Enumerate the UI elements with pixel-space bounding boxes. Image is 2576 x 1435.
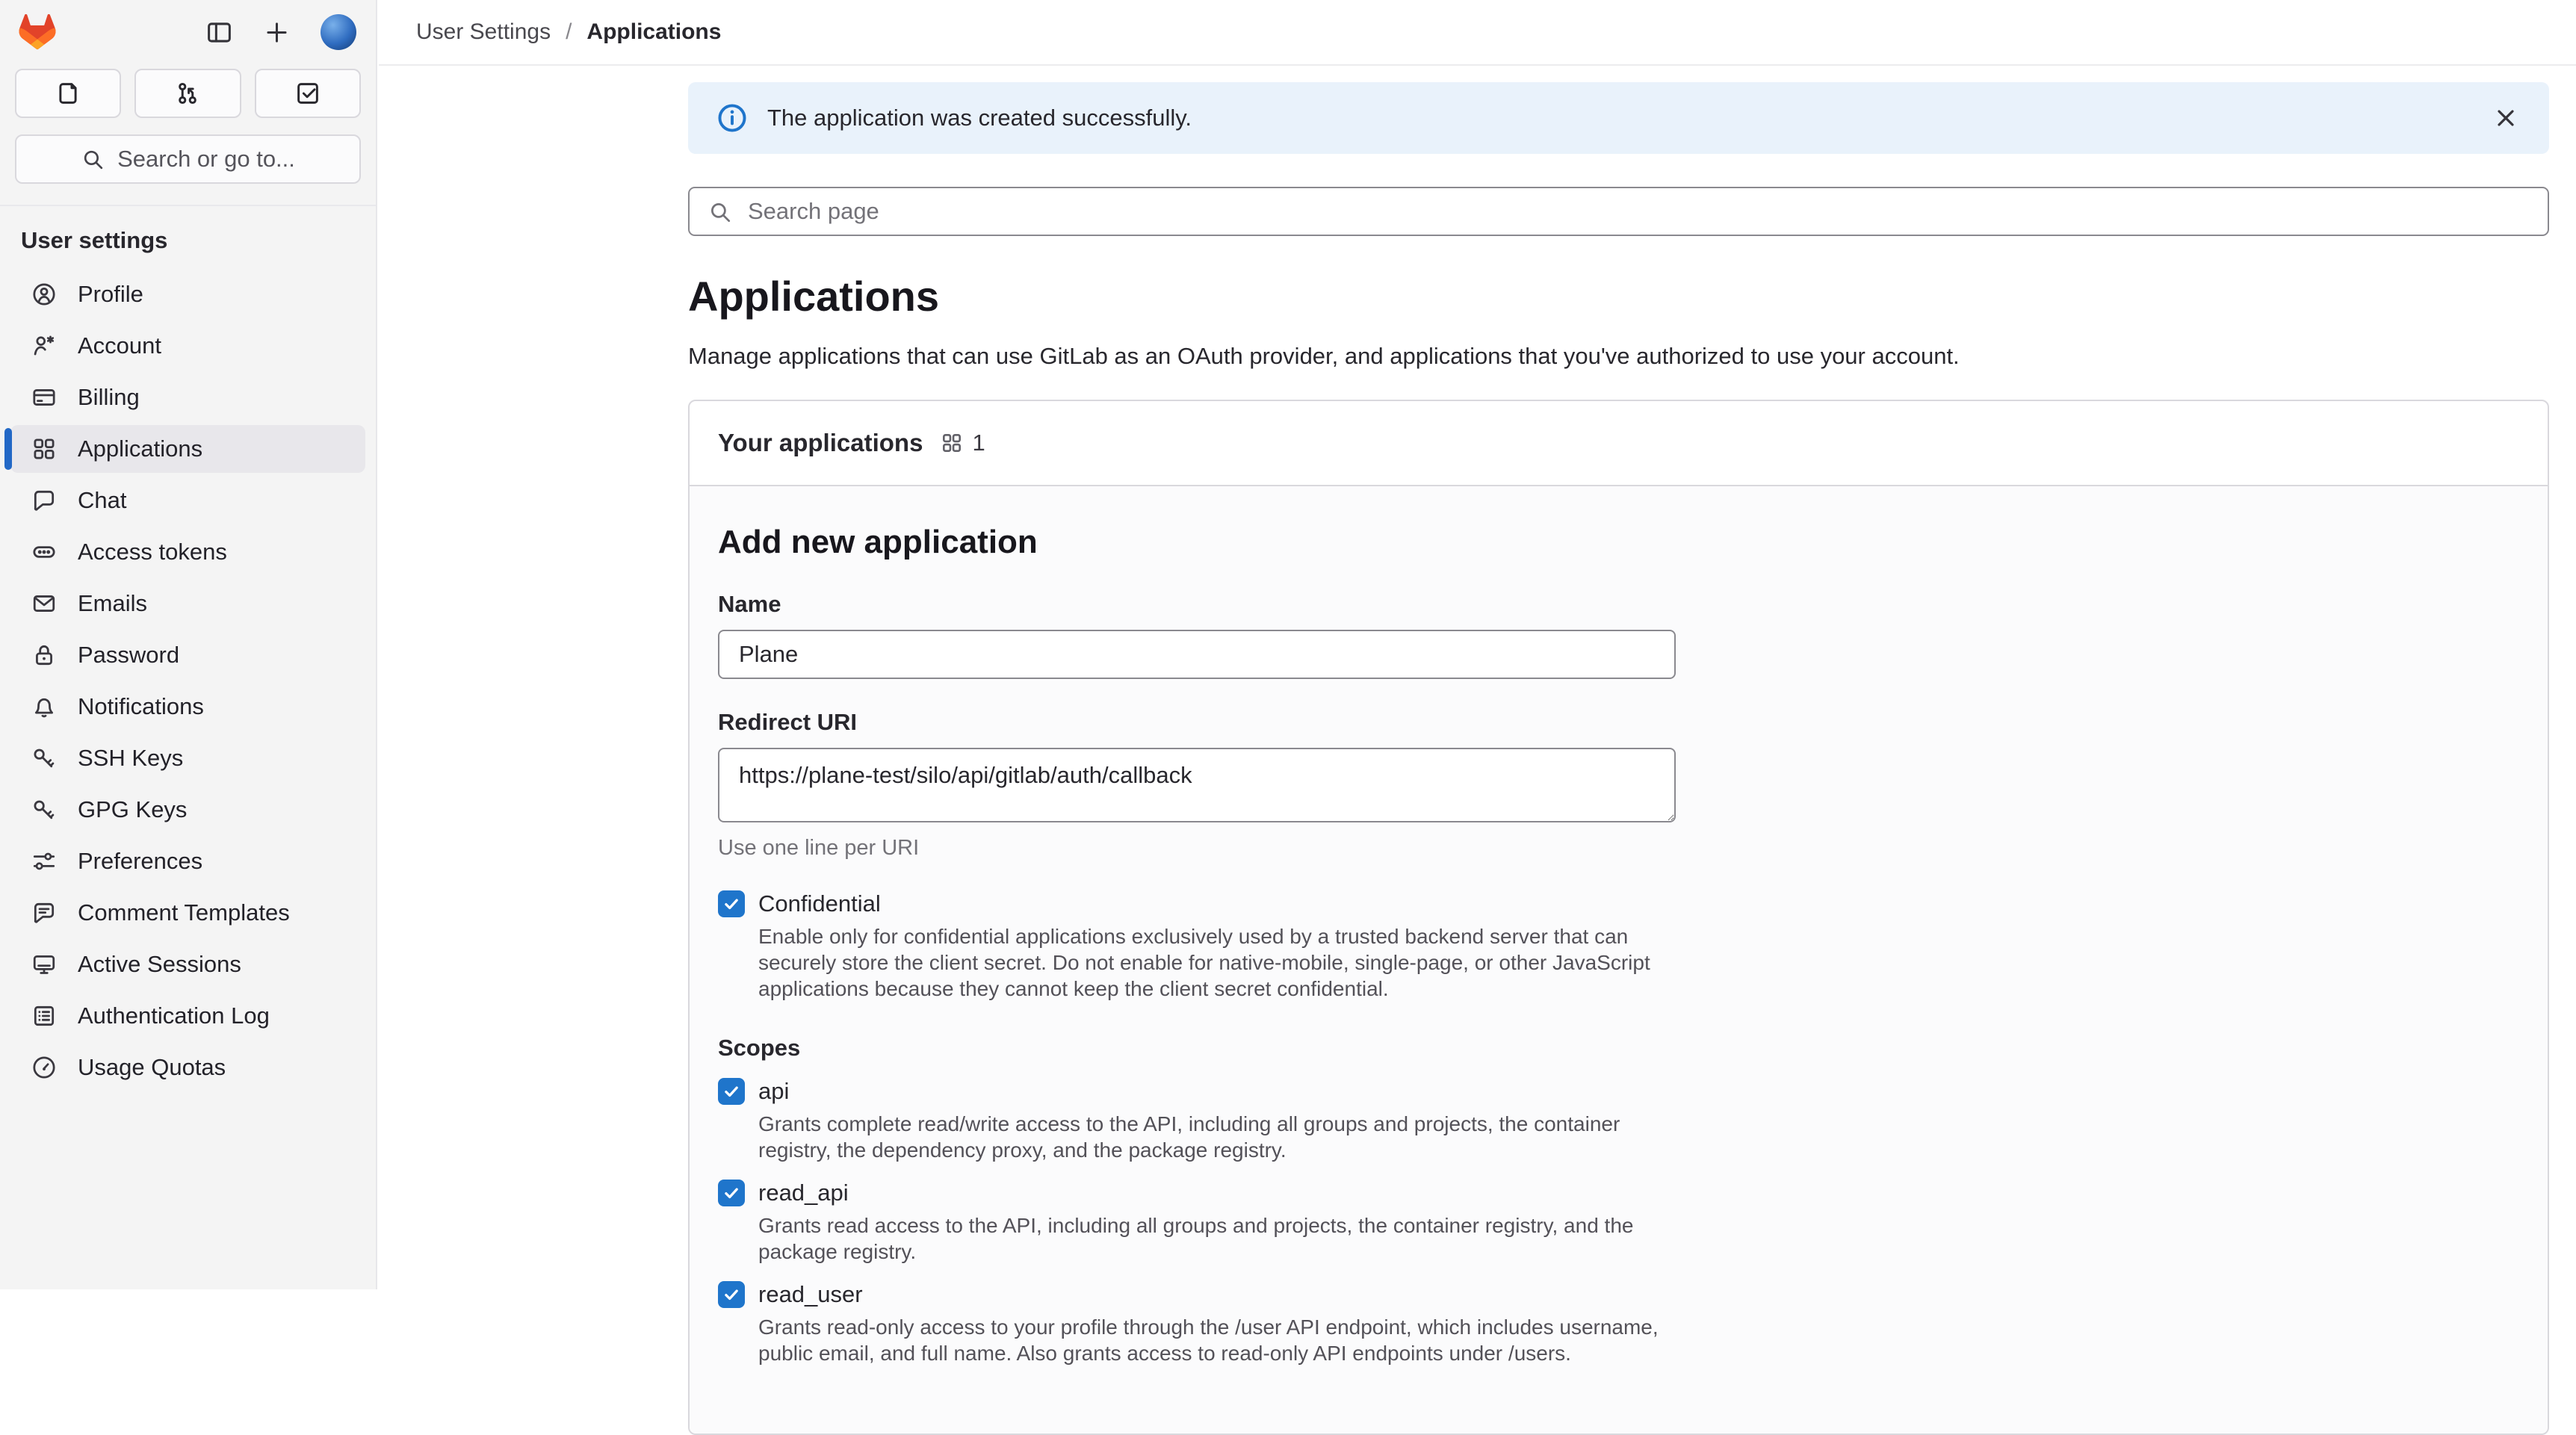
sidebar-item-billing[interactable] (10, 374, 365, 421)
sidebar-item-label: Preferences (78, 848, 202, 875)
check-icon (722, 1285, 741, 1304)
sidebar-item-emails[interactable] (10, 580, 365, 627)
issues-icon (55, 80, 81, 107)
scopes-label: Scopes (718, 1035, 2519, 1061)
sidebar-item-account[interactable] (10, 322, 365, 370)
scope-read-user-description: Grants read-only access to your profile through the /user API endpoint, which includes username, public email, and full name. Also grants access to read-only API endpoints under /users. (758, 1314, 1662, 1366)
main-content (379, 0, 2576, 1289)
breadcrumb-current: Applications (586, 19, 721, 45)
usage-quotas-gauge-icon (31, 1055, 57, 1080)
close-icon[interactable] (2492, 105, 2519, 131)
info-alert (688, 82, 2549, 154)
applications-count-badge: 1 (972, 430, 985, 456)
scope-read-api-description: Grants read access to the API, including all groups and projects, the container registry, and the package registry. (758, 1212, 1662, 1265)
check-icon (722, 1082, 741, 1101)
sidebar-item-notifications[interactable] (10, 683, 365, 731)
page-search (688, 187, 2549, 236)
sidebar-item-authentication-log[interactable] (10, 992, 365, 1040)
sidebar-item-label: GPG Keys (78, 796, 187, 823)
sidebar-item-applications[interactable] (10, 425, 365, 473)
page-search-input[interactable] (688, 187, 2549, 236)
alert-message: The application was created successfully. (767, 105, 1192, 131)
sidebar-item-label: Comment Templates (78, 899, 290, 926)
sidebar-item-label: Password (78, 642, 179, 669)
billing-icon (31, 385, 57, 410)
confidential-label[interactable]: Confidential (758, 890, 881, 917)
confidential-description: Enable only for confidential applications exclusively used by a trusted backend server that can securely store the client secret. Do not enable for native-mobile, single-page, or other JavaScript applications because they cannot keep the client secret confidential. (758, 923, 1662, 1002)
super-sidebar (0, 0, 377, 1289)
page-column (688, 82, 2549, 1435)
check-icon (722, 894, 741, 914)
breadcrumb (379, 0, 2576, 66)
redirect-uri-label: Redirect URI (718, 709, 2519, 736)
password-lock-icon (31, 642, 57, 668)
emails-icon (31, 591, 57, 616)
global-search-field[interactable] (15, 134, 361, 184)
access-tokens-icon (31, 539, 57, 565)
page-description: Manage applications that can use GitLab as an OAuth provider, and applications that you've authorized to use your account. (688, 343, 2549, 370)
sidebar-item-active-sessions[interactable] (10, 940, 365, 988)
redirect-uri-help: Use one line per URI (718, 836, 2519, 861)
profile-icon (31, 282, 57, 307)
sidebar-item-label: Account (78, 332, 161, 359)
preferences-sliders-icon (31, 849, 57, 874)
info-icon (716, 102, 748, 134)
sidebar-item-label: Chat (78, 487, 126, 514)
name-field[interactable] (718, 630, 1676, 679)
name-label: Name (718, 591, 2519, 618)
scope-read-api-label[interactable]: read_api (758, 1180, 849, 1206)
check-icon (722, 1183, 741, 1203)
active-indicator (4, 428, 12, 470)
breadcrumb-separator: / (566, 19, 572, 45)
applications-grid-icon (923, 432, 963, 454)
applications-icon (31, 436, 57, 462)
sidebar-item-chat[interactable] (10, 477, 365, 524)
scope-api-group (718, 1078, 2519, 1163)
sidebar-section-title: User settings (10, 223, 365, 270)
comment-templates-icon (31, 900, 57, 926)
confidential-group (718, 890, 2519, 1002)
sidebar-toggle-icon[interactable] (205, 19, 233, 46)
breadcrumb-user-settings-link[interactable]: User Settings (416, 19, 551, 45)
active-sessions-monitor-icon (31, 952, 57, 977)
sidebar-item-comment-templates[interactable] (10, 889, 365, 937)
sidebar-item-label: Notifications (78, 693, 204, 720)
issues-shortcut-button[interactable] (15, 69, 121, 118)
scope-api-description: Grants complete read/write access to the API, including all groups and projects, the container registry, the dependency proxy, and the package registry. (758, 1111, 1662, 1163)
scope-read-user-group (718, 1281, 2519, 1366)
card-body (690, 485, 2548, 1434)
ssh-key-icon (31, 746, 57, 771)
page-title: Applications (688, 272, 2549, 320)
applications-card (688, 400, 2549, 1435)
scope-api-label[interactable]: api (758, 1078, 789, 1105)
search-icon (81, 147, 105, 172)
todos-shortcut-button[interactable] (255, 69, 361, 118)
global-search-placeholder: Search or go to... (117, 146, 295, 173)
gpg-key-icon (31, 797, 57, 822)
card-header (690, 401, 2548, 485)
sidebar-item-access-tokens[interactable] (10, 528, 365, 576)
sidebar-item-label: Access tokens (78, 539, 227, 565)
merge-request-icon (174, 80, 201, 107)
create-new-icon[interactable] (263, 19, 291, 46)
form-title: Add new application (718, 524, 2519, 561)
sidebar-header (0, 0, 376, 57)
confidential-checkbox[interactable] (718, 890, 745, 917)
scope-api-checkbox[interactable] (718, 1078, 745, 1105)
sidebar-shortcuts (0, 57, 376, 118)
authentication-log-icon (31, 1003, 57, 1029)
redirect-uri-field[interactable] (718, 748, 1676, 822)
sidebar-item-label: Billing (78, 384, 140, 411)
merge-requests-shortcut-button[interactable] (134, 69, 241, 118)
sidebar-item-password[interactable] (10, 631, 365, 679)
sidebar-item-label: Applications (78, 436, 202, 462)
gitlab-logo-icon[interactable] (18, 13, 57, 51)
sidebar-item-label: Authentication Log (78, 1002, 270, 1029)
sidebar-item-preferences[interactable] (10, 837, 365, 885)
sidebar-item-label: Profile (78, 281, 143, 308)
card-title: Your applications (718, 429, 923, 457)
scope-read-api-checkbox[interactable] (718, 1180, 745, 1206)
todo-check-icon (294, 80, 321, 107)
chat-icon (31, 488, 57, 513)
scope-read-user-checkbox[interactable] (718, 1281, 745, 1308)
user-avatar[interactable] (321, 14, 356, 50)
sidebar-item-profile[interactable] (10, 270, 365, 318)
sidebar-item-gpg-keys[interactable] (10, 786, 365, 834)
sidebar-item-ssh-keys[interactable] (10, 734, 365, 782)
account-icon (31, 333, 57, 359)
scope-read-api-group (718, 1180, 2519, 1265)
sidebar-item-label: SSH Keys (78, 745, 183, 772)
scope-read-user-label[interactable]: read_user (758, 1281, 863, 1308)
search-icon (708, 199, 733, 225)
notifications-bell-icon (31, 694, 57, 719)
sidebar-item-label: Active Sessions (78, 951, 241, 978)
sidebar-item-label: Usage Quotas (78, 1054, 226, 1081)
sidebar-nav (0, 205, 376, 1091)
sidebar-item-label: Emails (78, 590, 147, 617)
sidebar-item-usage-quotas[interactable] (10, 1044, 365, 1091)
